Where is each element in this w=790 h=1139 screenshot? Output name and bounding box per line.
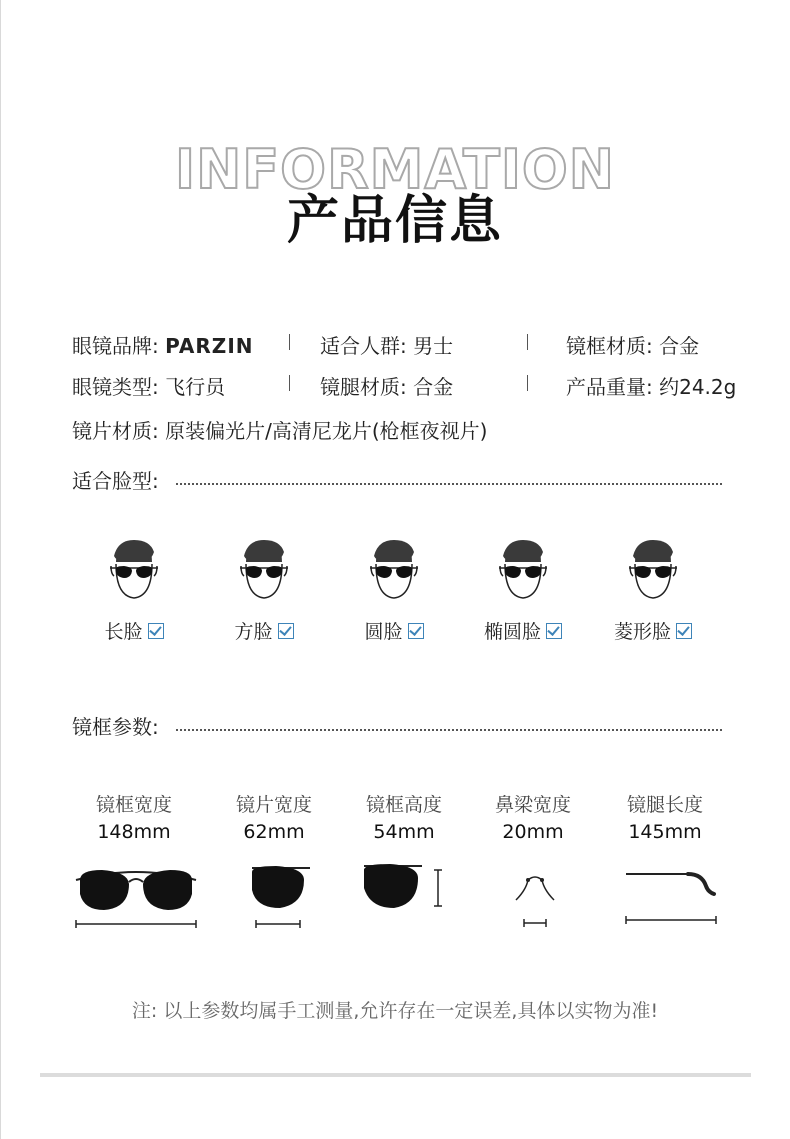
temple-length-icon xyxy=(622,866,722,930)
face-shape-name: 椭圆脸 xyxy=(483,621,541,643)
spec-weight-label: 产品重量: xyxy=(566,375,653,399)
face-shape-icon xyxy=(623,536,683,602)
spec-weight-value: 约24.2g xyxy=(659,375,737,399)
param-name: 鼻梁宽度 xyxy=(494,794,571,816)
spec-temple-material xyxy=(320,371,453,400)
face-shape-label xyxy=(69,617,199,644)
spec-frame-material-value: 合金 xyxy=(659,334,700,358)
checkbox-checked-icon xyxy=(278,623,294,639)
param-name: 镜腿长度 xyxy=(626,794,703,816)
dotted-leader xyxy=(176,483,722,485)
checkbox-checked-icon xyxy=(546,623,562,639)
face-shape-label xyxy=(588,617,718,644)
spec-lens-material-label: 镜片材质: xyxy=(72,419,159,443)
face-shape-icon xyxy=(493,536,553,602)
frame-width-icon xyxy=(72,858,200,930)
spec-type-label: 眼镜类型: xyxy=(72,375,159,399)
spec-weight xyxy=(566,371,736,400)
spec-frame-material-label: 镜框材质: xyxy=(566,334,653,358)
spec-temple-material-label: 镜腿材质: xyxy=(320,375,407,399)
param-value: 145mm xyxy=(628,821,702,843)
face-shape-name: 菱形脸 xyxy=(613,621,671,643)
param-value: 54mm xyxy=(373,821,435,843)
header-bg-word: INFORMATION xyxy=(174,138,616,201)
spec-type xyxy=(72,371,225,400)
param-value: 20mm xyxy=(502,821,564,843)
spec-audience xyxy=(320,330,453,359)
bridge-width-icon xyxy=(510,866,560,930)
face-shape-icon xyxy=(104,536,164,602)
disclaimer-note: 注: 以上参数均属手工测量,允许存在一定误差,具体以实物为准! xyxy=(131,1000,659,1022)
face-shape-label xyxy=(199,617,329,644)
face-shape-label xyxy=(458,617,588,644)
face-shape-label xyxy=(329,617,459,644)
param-name: 镜框宽度 xyxy=(95,794,172,816)
spec-separator xyxy=(289,375,290,391)
spec-audience-label: 适合人群: xyxy=(320,334,407,358)
face-shape-name: 长脸 xyxy=(104,621,143,643)
spec-brand-label: 眼镜品牌: xyxy=(72,334,159,358)
spec-temple-material-value: 合金 xyxy=(413,375,454,399)
spec-audience-value: 男士 xyxy=(413,334,454,358)
face-shape-name: 圆脸 xyxy=(364,621,403,643)
face-shape-icon xyxy=(234,536,294,602)
param-name: 镜框高度 xyxy=(365,794,442,816)
face-shape-name: 方脸 xyxy=(234,621,273,643)
spec-lens-material xyxy=(72,415,487,444)
face-section-label: 适合脸型: xyxy=(72,469,159,493)
checkbox-checked-icon xyxy=(408,623,424,639)
spec-type-value: 飞行员 xyxy=(165,375,226,399)
dotted-leader xyxy=(176,729,722,731)
bottom-divider xyxy=(40,1073,751,1077)
checkbox-checked-icon xyxy=(148,623,164,639)
lens-width-icon xyxy=(246,858,312,930)
params-section-label: 镜框参数: xyxy=(72,715,159,739)
spec-lens-material-value: 原装偏光片/高清尼龙片(枪框夜视片) xyxy=(165,419,488,443)
page-title: 产品信息 xyxy=(286,191,503,251)
face-shape-icon xyxy=(364,536,424,602)
spec-frame-material xyxy=(566,330,699,359)
spec-separator xyxy=(289,334,290,350)
spec-brand xyxy=(72,330,254,359)
param-name: 镜片宽度 xyxy=(235,794,312,816)
param-value: 148mm xyxy=(97,821,171,843)
checkbox-checked-icon xyxy=(676,623,692,639)
spec-separator xyxy=(527,334,528,350)
frame-height-icon xyxy=(360,858,450,918)
spec-separator xyxy=(527,375,528,391)
spec-brand-value: PARZIN xyxy=(165,334,254,358)
param-value: 62mm xyxy=(243,821,305,843)
